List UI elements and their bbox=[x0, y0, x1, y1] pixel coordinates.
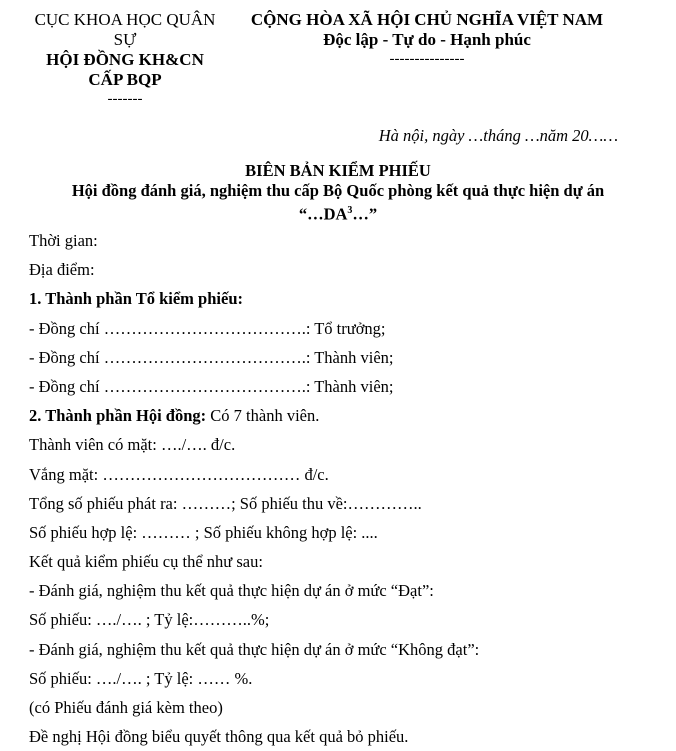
results-intro: Kết quả kiểm phiếu cụ thể như sau: bbox=[29, 552, 263, 572]
nation-name: CỘNG HÒA XÃ HỘI CHỦ NGHĨA VIỆT NAM bbox=[250, 10, 604, 29]
council-name-line1: HỘI ĐỒNG KH&CN bbox=[46, 50, 204, 69]
time-field: Thời gian: bbox=[29, 231, 98, 250]
section2-heading: 2. Thành phần Hội đồng: bbox=[29, 406, 207, 426]
committee-member-line: - Đồng chí ……………………………….: Thành viên; bbox=[29, 376, 394, 396]
members-present: Thành viên có mặt: …./…. đ/c. bbox=[29, 435, 236, 455]
header-right-national-motto bbox=[232, 10, 622, 68]
document-title-block bbox=[0, 161, 676, 225]
project-footnote-mark: 3 bbox=[347, 205, 353, 216]
attachment-note: (có Phiếu đánh giá kèm theo) bbox=[29, 698, 223, 717]
date-place-line: Hà nội, ngày …tháng …năm 20…… bbox=[378, 126, 618, 145]
section1-heading: 1. Thành phần Tổ kiểm phiếu: bbox=[29, 289, 243, 309]
council-name-line2: CẤP BQP bbox=[88, 70, 162, 89]
national-motto: Độc lập - Tự do - Hạnh phúc bbox=[323, 30, 531, 49]
location-field: Địa điểm: bbox=[29, 260, 95, 280]
proposal-line: Đề nghị Hội đồng biểu quyết thông qua kết quả bỏ phiếu. bbox=[29, 727, 409, 747]
result-fail-count: Số phiếu: …./…. ; Tỷ lệ: …… %. bbox=[29, 668, 253, 688]
document-title: BIÊN BẢN KIỂM PHIẾU bbox=[245, 161, 431, 180]
org-name-line1: CỤC KHOA HỌC QUÂN bbox=[34, 10, 216, 29]
section2-line bbox=[29, 401, 659, 430]
result-pass: - Đánh giá, nghiệm thu kết quả thực hiện dự án ở mức “Đạt”: bbox=[29, 581, 434, 601]
committee-member-line: - Đồng chí ……………………………….: Tổ trưởng; bbox=[29, 318, 386, 338]
committee-member-line: - Đồng chí ……………………………….: Thành viên; bbox=[29, 347, 394, 367]
project-name bbox=[0, 201, 676, 225]
result-pass-count: Số phiếu: …./…. ; Tỷ lệ:………..%; bbox=[29, 610, 270, 630]
members-absent: Vắng mặt: ……………………………… đ/c. bbox=[29, 464, 329, 484]
ballots-issued: Tổng số phiếu phát ra: ………; Số phiếu thu về:………….. bbox=[29, 493, 422, 513]
result-fail: - Đánh giá, nghiệm thu kết quả thực hiện dự án ở mức “Không đạt”: bbox=[29, 639, 480, 659]
header-right-separator: --------------- bbox=[389, 51, 465, 67]
ballots-valid: Số phiếu hợp lệ: ……… ; Số phiếu không hợp lệ: .... bbox=[29, 522, 378, 542]
document-subtitle: Hội đồng đánh giá, nghiệm thu cấp Bộ Quốc phòng kết quả thực hiện dự án bbox=[71, 181, 605, 200]
section2-text: Có 7 thành viên. bbox=[206, 406, 320, 426]
org-name-line2: SỰ bbox=[113, 30, 137, 49]
header-left-separator: ------- bbox=[107, 91, 143, 107]
project-suffix: …” bbox=[352, 204, 378, 224]
project-prefix: “…DA bbox=[298, 204, 348, 224]
document-body bbox=[29, 226, 659, 751]
header-left-organization bbox=[20, 10, 230, 108]
